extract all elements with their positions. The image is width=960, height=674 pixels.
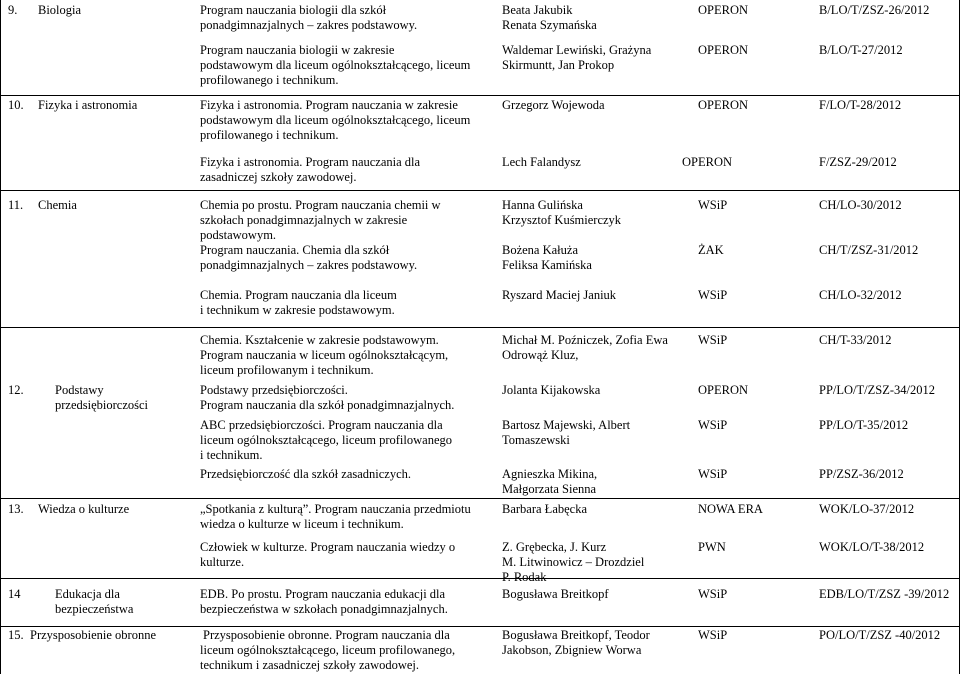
approval-code: CH/T/ZSZ-31/2012: [819, 243, 919, 257]
program-title: liceum ogólnokształcącego, liceum profilowanego: [200, 433, 452, 447]
program-title: podstawowym dla liceum ogólnokształcącego, liceum: [200, 113, 471, 127]
program-authors: Bartosz Majewski, Albert: [502, 418, 631, 432]
row-number: 13.: [8, 502, 24, 516]
subject-name: Wiedza o kulturze: [38, 502, 130, 516]
publisher: OPERON: [698, 3, 749, 17]
program-title: profilowanego i technikum.: [200, 73, 339, 87]
row-number: 15.: [8, 628, 24, 642]
row-number: 14: [8, 587, 21, 601]
program-title: Program nauczania. Chemia dla szkół: [200, 243, 390, 257]
approval-code: F/LO/T-28/2012: [819, 98, 902, 112]
publisher: WSiP: [698, 418, 728, 432]
program-authors: Hanna Gulińska: [502, 198, 583, 212]
program-authors: Barbara Łabęcka: [502, 502, 588, 516]
program-title: liceum profilowanym i technikum.: [200, 363, 374, 377]
approval-code: PP/LO/T/ZSZ-34/2012: [819, 383, 935, 397]
program-title: Program nauczania dla szkół ponadgimnazjalnych.: [200, 398, 455, 412]
program-authors: M. Litwinowicz – Drozdziel: [502, 555, 645, 569]
program-authors: Bogusława Breitkopf, Teodor: [502, 628, 650, 642]
publisher: OPERON: [698, 43, 749, 57]
program-authors: Renata Szymańska: [502, 18, 597, 32]
publisher: NOWA ERA: [698, 502, 763, 516]
program-title: Chemia po prostu. Program nauczania chemii w: [200, 198, 441, 212]
subject-name: Podstawy: [55, 383, 104, 397]
program-title: ponadgimnazjalnych – zakres podstawowy.: [200, 258, 418, 272]
row-number: 9.: [8, 3, 18, 17]
program-authors: Bogusława Breitkopf: [502, 587, 609, 601]
approval-code: PP/ZSZ-36/2012: [819, 467, 904, 481]
publisher: OPERON: [698, 383, 749, 397]
program-authors: P. Rodak: [502, 570, 547, 584]
approval-code: B/LO/T/ZSZ-26/2012: [819, 3, 930, 17]
approval-code: EDB/LO/T/ZSZ -39/2012: [819, 587, 950, 601]
program-title: Chemia. Kształcenie w zakresie podstawowym.: [200, 333, 439, 347]
approval-code: PO/LO/T/ZSZ -40/2012: [819, 628, 941, 642]
program-title: i technikum w zakresie podstawowym.: [200, 303, 395, 317]
publisher: PWN: [698, 540, 726, 554]
program-authors: Z. Grębecka, J. Kurz: [502, 540, 607, 554]
publisher: WSiP: [698, 198, 728, 212]
row-divider: [0, 498, 960, 499]
row-divider: [0, 190, 960, 191]
row-number: 10.: [8, 98, 24, 112]
row-divider: [0, 95, 960, 96]
approval-code: PP/LO/T-35/2012: [819, 418, 909, 432]
subject-name: Chemia: [38, 198, 77, 212]
program-authors: Lech Falandysz: [502, 155, 581, 169]
program-title: podstawowym dla liceum ogólnokształcącego, liceum: [200, 58, 471, 72]
program-authors: Michał M. Poźniczek, Zofia Ewa: [502, 333, 668, 347]
program-authors: Agnieszka Mikina,: [502, 467, 598, 481]
approval-code: B/LO/T-27/2012: [819, 43, 903, 57]
program-title: Program nauczania biologii w zakresie: [200, 43, 395, 57]
program-authors: Małgorzata Sienna: [502, 482, 597, 496]
row-number: 11.: [8, 198, 24, 212]
program-title: Podstawy przedsiębiorczości.: [200, 383, 348, 397]
approval-code: WOK/LO/T-38/2012: [819, 540, 925, 554]
row-number: 12.: [8, 383, 24, 397]
program-title: bezpieczeństwa w szkołach ponadgimnazjalnych.: [200, 602, 448, 616]
program-title: technikum i zasadniczej szkoły zawodowej.: [200, 658, 420, 672]
program-title: podstawowym.: [200, 228, 277, 242]
publisher: WSiP: [698, 288, 728, 302]
publisher: OPERON: [682, 155, 733, 169]
row-divider: [0, 327, 960, 328]
program-authors: Krzysztof Kuśmierczyk: [502, 213, 622, 227]
approval-code: CH/LO-30/2012: [819, 198, 902, 212]
program-title: Przedsiębiorczość dla szkół zasadniczych.: [200, 467, 412, 481]
program-authors: Feliksa Kamińska: [502, 258, 592, 272]
program-authors: Waldemar Lewiński, Grażyna: [502, 43, 652, 57]
program-title: liceum ogólnokształcącego, liceum profilowanego,: [200, 643, 456, 657]
program-authors: Beata Jakubik: [502, 3, 573, 17]
program-authors: Ryszard Maciej Janiuk: [502, 288, 617, 302]
row-divider: [0, 578, 960, 579]
subject-name: Biologia: [38, 3, 82, 17]
program-title: Fizyka i astronomia. Program nauczania dla: [200, 155, 421, 169]
publisher: WSiP: [698, 587, 728, 601]
program-title: EDB. Po prostu. Program nauczania edukacji dla: [200, 587, 446, 601]
publisher: ŻAK: [698, 243, 724, 257]
subject-name: Przysposobienie obronne: [30, 628, 157, 642]
approval-code: CH/T-33/2012: [819, 333, 892, 347]
program-title: ABC przedsiębiorczości. Program nauczania dla: [200, 418, 443, 432]
approval-code: F/ZSZ-29/2012: [819, 155, 897, 169]
program-authors: Skirmuntt, Jan Prokop: [502, 58, 615, 72]
program-title: zasadniczej szkoły zawodowej.: [200, 170, 357, 184]
program-title: Człowiek w kulturze. Program nauczania wiedzy o: [200, 540, 456, 554]
program-authors: Jolanta Kijakowska: [502, 383, 601, 397]
subject-name: bezpieczeństwa: [55, 602, 134, 616]
subject-name: przedsiębiorczości: [55, 398, 149, 412]
program-title: Program nauczania biologii dla szkół: [200, 3, 387, 17]
program-authors: Jakobson, Zbigniew Worwa: [502, 643, 642, 657]
program-authors: Grzegorz Wojewoda: [502, 98, 605, 112]
program-title: Przysposobienie obronne. Program nauczania dla: [203, 628, 450, 642]
program-authors: Tomaszewski: [502, 433, 570, 447]
subject-name: Edukacja dla: [55, 587, 120, 601]
subject-name: Fizyka i astronomia: [38, 98, 138, 112]
program-title: Chemia. Program nauczania dla liceum: [200, 288, 397, 302]
publisher: WSiP: [698, 628, 728, 642]
program-title: Fizyka i astronomia. Program nauczania w zakresie: [200, 98, 458, 112]
approval-code: WOK/LO-37/2012: [819, 502, 915, 516]
row-divider: [0, 626, 960, 627]
column-divider: [0, 0, 1, 674]
publisher: OPERON: [698, 98, 749, 112]
program-authors: Odrowąż Kluz,: [502, 348, 579, 362]
program-title: i technikum.: [200, 448, 263, 462]
program-authors: Bożena Kałuża: [502, 243, 579, 257]
program-title: ponadgimnazjalnych – zakres podstawowy.: [200, 18, 418, 32]
program-title: wiedza o kulturze w liceum i technikum.: [200, 517, 404, 531]
program-title: „Spotkania z kulturą”. Program nauczania przedmiotu: [200, 502, 471, 516]
program-title: szkołach ponadgimnazjalnych w zakresie: [200, 213, 408, 227]
approval-code: CH/LO-32/2012: [819, 288, 902, 302]
program-title: profilowanego i technikum.: [200, 128, 339, 142]
publisher: WSiP: [698, 467, 728, 481]
program-title: Program nauczania w liceum ogólnokształcącym,: [200, 348, 449, 362]
publisher: WSiP: [698, 333, 728, 347]
program-title: kulturze.: [200, 555, 245, 569]
